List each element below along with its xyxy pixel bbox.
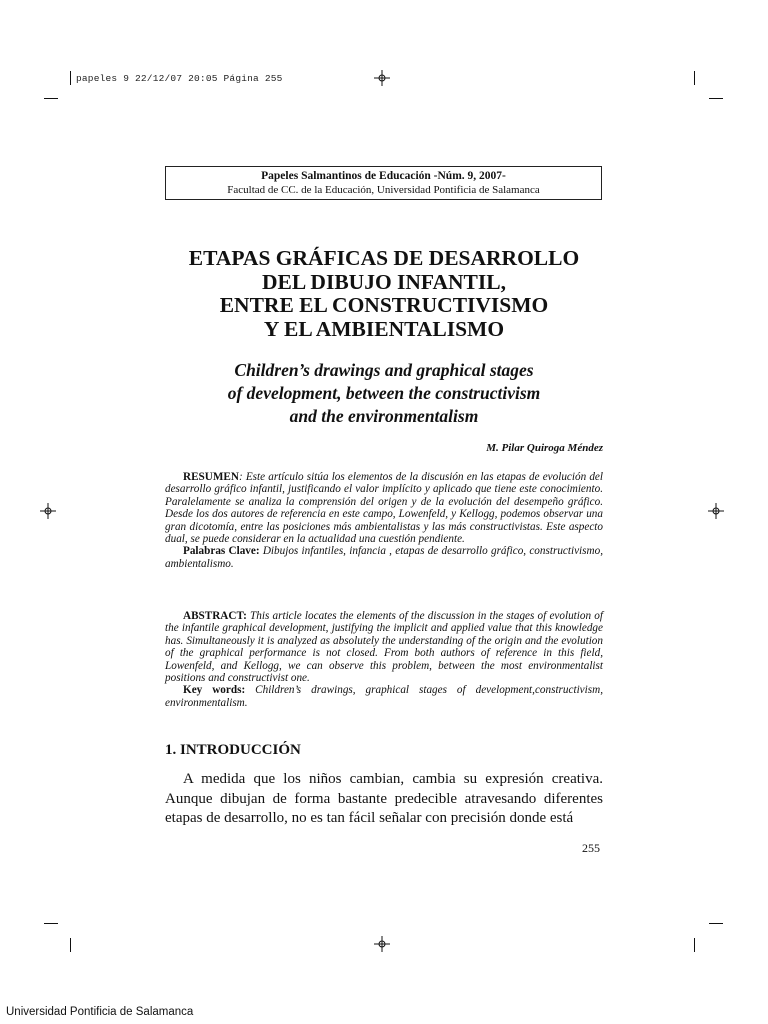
resumen-paragraph bbox=[165, 471, 603, 570]
crop-mark bbox=[709, 923, 723, 924]
title-line: ENTRE EL CONSTRUCTIVISMO bbox=[219, 293, 549, 317]
crop-mark bbox=[70, 938, 71, 952]
crop-mark bbox=[44, 98, 58, 99]
resumen-text: : Este artículo sitúa los elementos de la discusión en las etapas de evolución del desarrollo gráfico infantil, justificando el valor implícito y aplicado que tiene este conocimiento. Paralelamente se analiza la comprensión del origen y de la evolución del desempeño gráfico. Desde los dos autores de referencia en este campo, Lowenfeld, y Kellogg, podemos observar una gran dicotomía, entre las posiciones más ambientalistas y las más constructivistas. Este aspecto dual, se puede considerar en la actualidad una cuestión pendiente. bbox=[165, 471, 603, 546]
printer-slug: papeles 9 22/12/07 20:05 Página 255 bbox=[76, 73, 283, 84]
subtitle-line: Children’s drawings and graphical stages bbox=[234, 360, 534, 380]
subtitle-line: and the environmentalism bbox=[289, 406, 479, 426]
crop-mark bbox=[44, 923, 58, 924]
body-paragraph bbox=[165, 770, 603, 829]
section-heading: 1. INTRODUCCIÓN bbox=[165, 742, 301, 758]
registration-mark-icon bbox=[40, 503, 56, 519]
journal-name: Papeles Salmantinos de Educación -Núm. 9, 2007- bbox=[261, 170, 506, 182]
crop-mark bbox=[709, 98, 723, 99]
title-line: Y EL AMBIENTALISMO bbox=[263, 316, 505, 341]
footer-watermark: Universidad Pontificia de Salamanca bbox=[6, 1006, 194, 1018]
abstract-text: This article locates the elements of the discussion in the stages of evolution of the infantile graphical development, justifying the implicit and applied value that this knowledge has. Simultaneously it is analyzed as absolutely the understanding of the origin and the evolution of the graphical performance is not closed. From both authors of reference in this field, Lowenfeld, and Kellogg, we can observe this problem, between the most environmentalist positions and constructivist one. bbox=[165, 610, 603, 685]
resumen-label: RESUMEN bbox=[183, 471, 239, 483]
article-title bbox=[100, 247, 668, 341]
key-words-text: Children’s drawings, graphical stages of development,constructivism, environmentalism. bbox=[165, 684, 603, 709]
abstract-label: ABSTRACT: bbox=[183, 610, 247, 622]
registration-mark-icon bbox=[374, 70, 390, 86]
abstract-paragraph bbox=[165, 610, 603, 709]
journal-faculty: Facultad de CC. de la Educación, Universidad Pontificia de Salamanca bbox=[227, 184, 540, 196]
registration-mark-icon bbox=[708, 503, 724, 519]
crop-mark bbox=[70, 71, 71, 85]
body-text: A medida que los niños cambian, cambia su expresión creativa. Aunque dibujan de forma bastante predecible atravesando diferentes etapas de desarrollo, no es tan fácil señalar con precisión donde está bbox=[165, 771, 603, 826]
title-line: DEL DIBUJO INFANTIL, bbox=[262, 269, 506, 294]
journal-header-box bbox=[165, 166, 602, 200]
palabras-clave-label: Palabras Clave: bbox=[183, 545, 260, 558]
crop-mark bbox=[694, 71, 695, 85]
key-words-label: Key words: bbox=[183, 684, 246, 697]
article-subtitle bbox=[100, 359, 668, 428]
author-name: M. Pilar Quiroga Méndez bbox=[486, 442, 603, 454]
subtitle-line: of development, between the constructivism bbox=[227, 383, 541, 403]
title-line: ETAPAS GRÁFICAS DE DESARROLLO bbox=[188, 246, 580, 270]
palabras-clave-text: Dibujos infantiles, infancia , etapas de desarrollo gráfico, constructivismo, ambientalismo. bbox=[165, 545, 603, 570]
registration-mark-icon bbox=[374, 936, 390, 952]
crop-mark bbox=[694, 938, 695, 952]
page-number: 255 bbox=[582, 841, 600, 855]
